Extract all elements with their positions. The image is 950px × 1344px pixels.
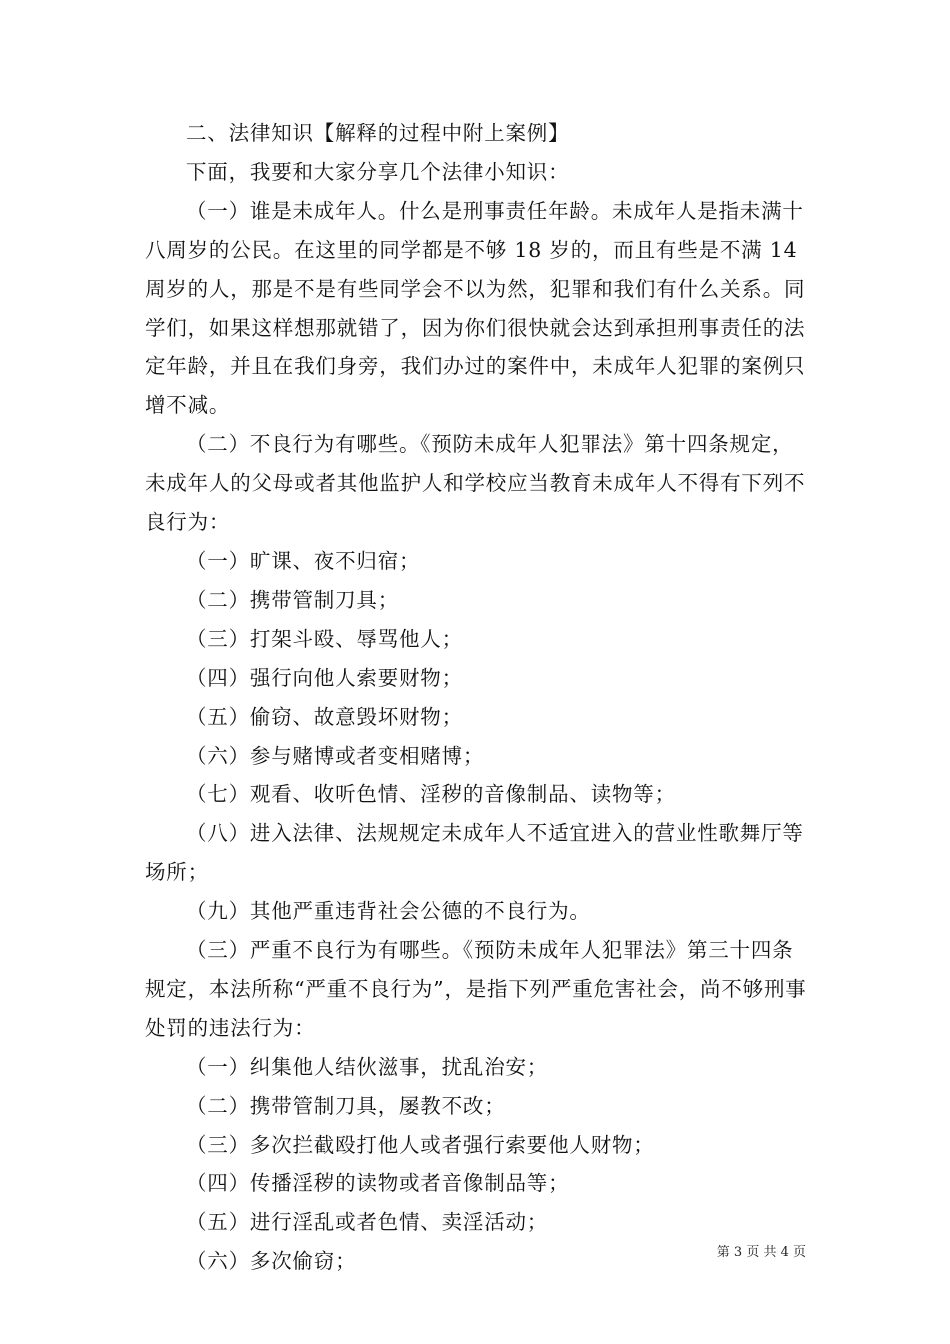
intro-paragraph: 下面，我要和大家分享几个法律小知识： <box>186 159 570 184</box>
list-item: （三）打架斗殴、辱骂他人； <box>186 626 463 651</box>
paragraph-minor-definition: （一）谁是未成年人。什么是刑事责任年龄。未成年人是指未满十八周岁的公民。在这里的同学都是不够 18 岁的，而且有些是不满 14 周岁的人，那是不是有些同学会不以为然，犯罪和我们有什么关系。同学们，如果这样想那就错了，因为你们很快就会达到承担刑事责任的法定年龄，并且在我们身旁，我们办过的案件中，未成年人犯罪的案例只增不减。 <box>145 198 806 418</box>
list-item: （一）纠集他人结伙滋事，扰乱治安； <box>186 1054 549 1079</box>
list-item: （一）旷课、夜不归宿； <box>186 548 421 573</box>
list-item: （二）携带管制刀具； <box>186 587 399 612</box>
list-item: （三）多次拦截殴打他人或者强行索要他人财物； <box>186 1132 655 1157</box>
document-body <box>145 114 809 1281</box>
list-item: （五）进行淫乱或者色情、卖淫活动； <box>186 1210 549 1235</box>
list-item: （五）偷窃、故意毁坏财物； <box>186 704 463 729</box>
paragraph-serious-behaviors: （三）严重不良行为有哪些。《预防未成年人犯罪法》第三十四条规定，本法所称“严重不良行为”，是指下列严重危害社会，尚不够刑事处罚的违法行为： <box>145 938 807 1040</box>
page-number: 第 3 页 共 4 页 <box>716 1245 806 1260</box>
section-heading: 二、法律知识【解释的过程中附上案例】 <box>186 121 570 145</box>
list-item: （九）其他严重违背社会公德的不良行为。 <box>186 899 591 924</box>
list-item: （六）多次偷窃； <box>186 1249 357 1274</box>
list-item: （七）观看、收听色情、淫秽的音像制品、读物等； <box>186 782 676 807</box>
list-item: （四）强行向他人索要财物； <box>186 665 463 690</box>
paragraph-bad-behaviors: （二）不良行为有哪些。《预防未成年人犯罪法》第十四条规定，未成年人的父母或者其他监护人和学校应当教育未成年人不得有下列不良行为： <box>145 432 806 535</box>
list-item: （四）传播淫秽的读物或者音像制品等； <box>186 1171 570 1196</box>
list-item: （二）携带管制刀具，屡教不改； <box>186 1093 506 1118</box>
list-item: （六）参与赌博或者变相赌博； <box>186 743 485 768</box>
list-item: （八）进入法律、法规规定未成年人不适宜进入的营业性歌舞厅等场所； <box>145 821 804 885</box>
